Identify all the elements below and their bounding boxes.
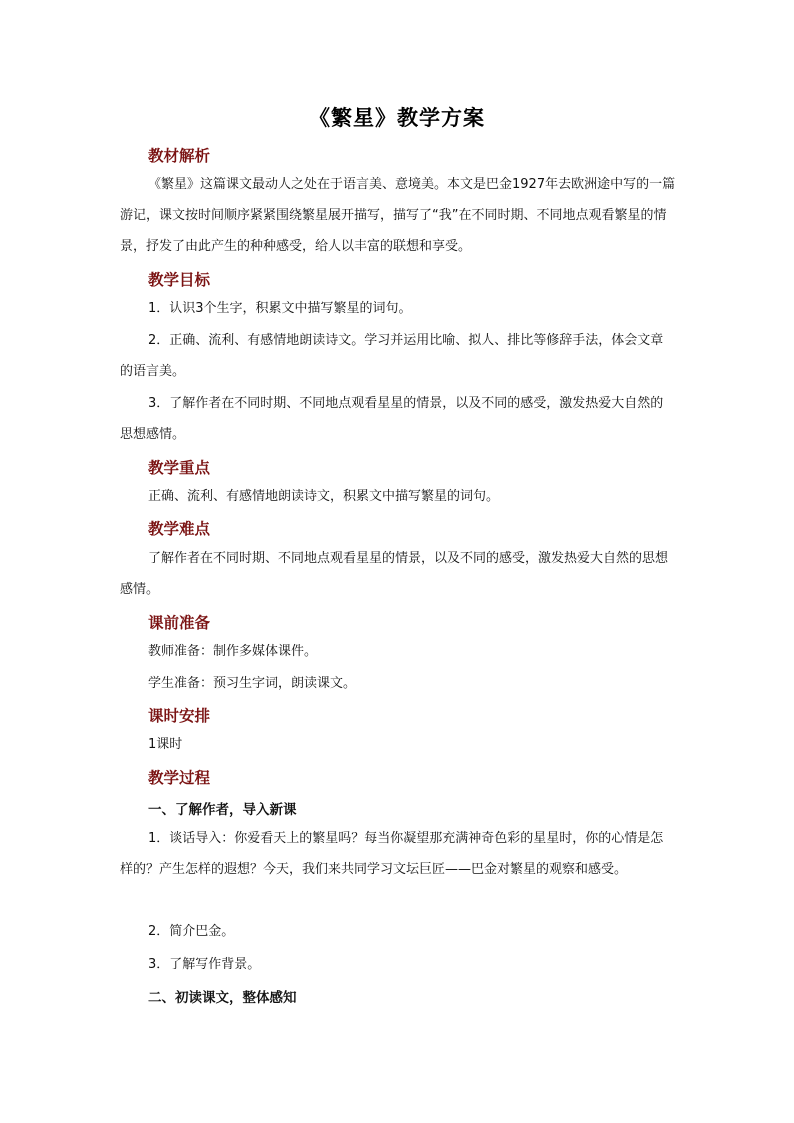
heading-schedule: 课时安排: [148, 706, 211, 725]
heading-goals: 教学目标: [148, 270, 211, 289]
process-part1-title: 一、了解作者，导入新课: [148, 802, 297, 818]
goal-item-3: 3．了解作者在不同时期、不同地点观看星星的情景，以及不同的感受，激发热爱大自然的思想感情。: [120, 396, 664, 442]
preparation-student: 学生准备：预习生字词，朗读课文。: [148, 676, 357, 691]
page-title: 《繁星》教学方案: [309, 105, 485, 130]
heading-analysis: 教材解析: [148, 146, 211, 165]
heading-process: 教学过程: [148, 768, 211, 787]
heading-difficulties: 教学难点: [148, 519, 211, 538]
paragraph-key-points: 正确、流利、有感情地朗读诗文，积累文中描写繁星的词句。: [148, 489, 500, 504]
goal-item-2: 2．正确、流利、有感情地朗读诗文。学习并运用比喻、拟人、排比等修辞手法，体会文章的语言美。: [120, 333, 664, 379]
process-part1-step-3: 3．了解写作背景。: [148, 957, 261, 972]
goal-item-1: 1．认识3个生字，积累文中描写繁星的词句。: [148, 301, 412, 316]
paragraph-analysis: 《繁星》这篇课文最动人之处在于语言美、意境美。本文是巴金1927年去欧洲途中写的一篇游记，课文按时间顺序紧紧围绕繁星展开描写，描写了“我”在不同时期、不同地点观看繁星的情景，抒发了由此产生的种种感受，给人以丰富的联想和享受。: [120, 177, 676, 254]
process-part2-title: 二、初读课文，整体感知: [148, 990, 297, 1006]
heading-preparation: 课前准备: [148, 613, 211, 632]
process-part1-step-2: 2．简介巴金。: [148, 924, 235, 939]
heading-key-points: 教学重点: [148, 458, 211, 477]
schedule-text: 1课时: [148, 737, 183, 752]
paragraph-difficulties: 了解作者在不同时期、不同地点观看星星的情景，以及不同的感受，激发热爱大自然的思想感情。: [120, 551, 669, 597]
process-part1-step-1: 1．谈话导入：你爱看天上的繁星吗？每当你凝望那充满神奇色彩的星星时，你的心情是怎样的？产生怎样的遐想？今天，我们来共同学习文坛巨匠——巴金对繁星的观察和感受。: [120, 831, 664, 877]
preparation-teacher: 教师准备：制作多媒体课件。: [148, 644, 318, 659]
